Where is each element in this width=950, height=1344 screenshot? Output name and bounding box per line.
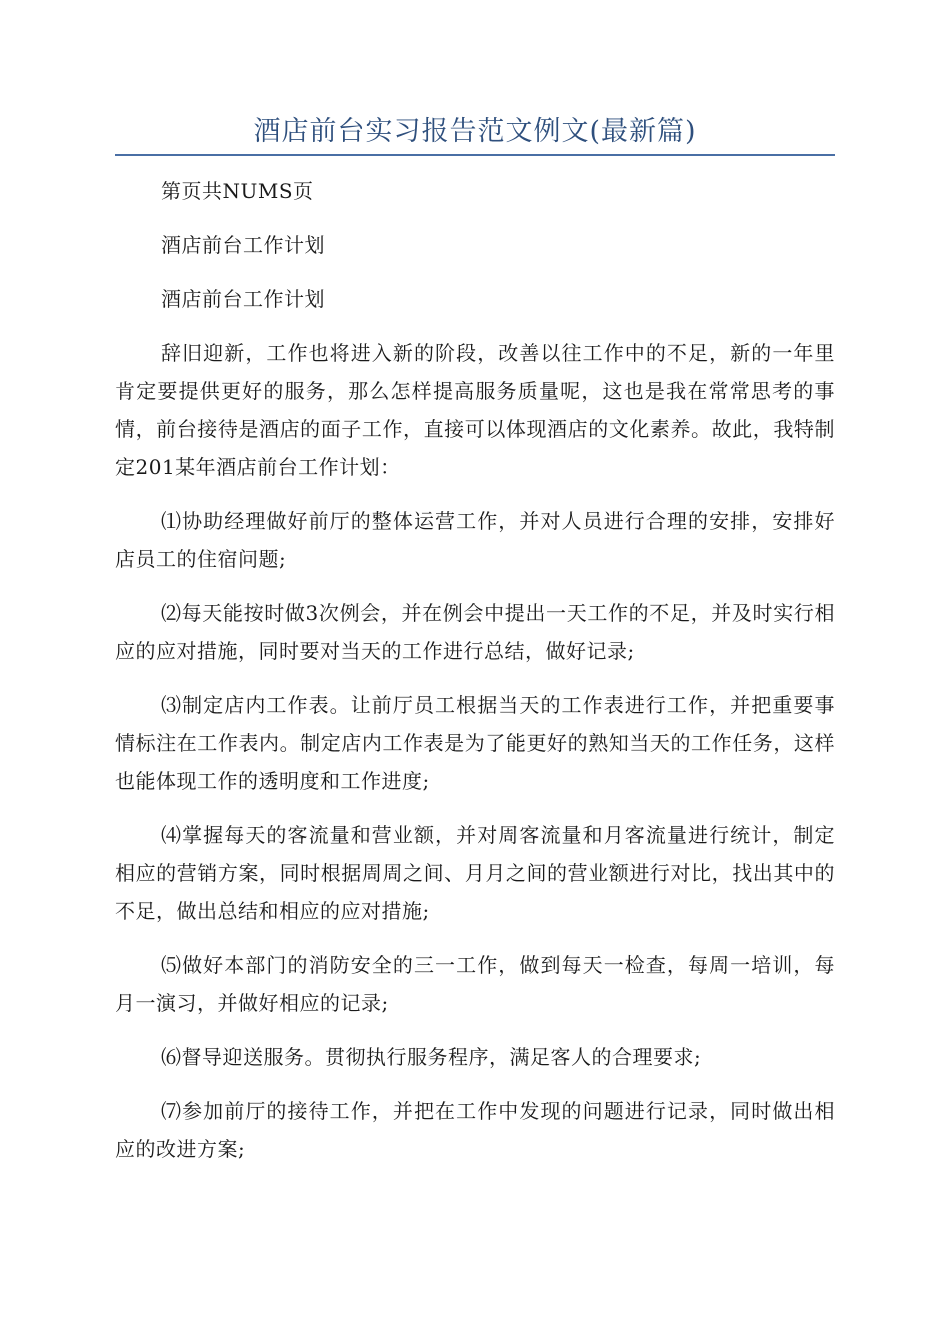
plan-item: ⑸做好本部门的消防安全的三一工作，做到每天一检查，每周一培训，每月一演习，并做好相应的记录; (115, 953, 835, 1015)
plan-item: ⑴协助经理做好前厅的整体运营工作，并对人员进行合理的安排，安排好店员工的住宿问题; (115, 509, 835, 571)
plan-item: ⑺参加前厅的接待工作，并把在工作中发现的问题进行记录，同时做出相应的改进方案; (115, 1099, 835, 1161)
plan-item: ⑷掌握每天的客流量和营业额，并对周客流量和月客流量进行统计，制定相应的营销方案，同时根据周周之间、月月之间的营业额进行对比，找出其中的不足，做出总结和相应的应对措施; (115, 823, 835, 923)
document-body (115, 172, 835, 1184)
section-heading: 酒店前台工作计划 (161, 233, 325, 257)
plan-item: ⑹督导迎送服务。贯彻执行服务程序，满足客人的合理要求; (161, 1045, 702, 1069)
plan-item: ⑶制定店内工作表。让前厅员工根据当天的工作表进行工作，并把重要事情标注在工作表内。制定店内工作表是为了能更好的熟知当天的工作任务，这样也能体现工作的透明度和工作进度; (115, 693, 835, 793)
plan-item: ⑵每天能按时做3次例会，并在例会中提出一天工作的不足，并及时实行相应的应对措施，同时要对当天的工作进行总结，做好记录; (115, 601, 835, 663)
section-heading: 酒店前台工作计划 (161, 287, 325, 311)
intro-paragraph: 辞旧迎新，工作也将进入新的阶段，改善以往工作中的不足，新的一年里肯定要提供更好的服务，那么怎样提高服务质量呢，这也是我在常常思考的事情，前台接待是酒店的面子工作，直接可以体现酒店的文化素养。故此，我特制定201某年酒店前台工作计划： (115, 341, 835, 479)
page-count-line: 第页共NUMS页 (161, 179, 314, 203)
document-title: 酒店前台实习报告范文例文(最新篇) (253, 116, 697, 147)
title-underline (115, 154, 835, 156)
